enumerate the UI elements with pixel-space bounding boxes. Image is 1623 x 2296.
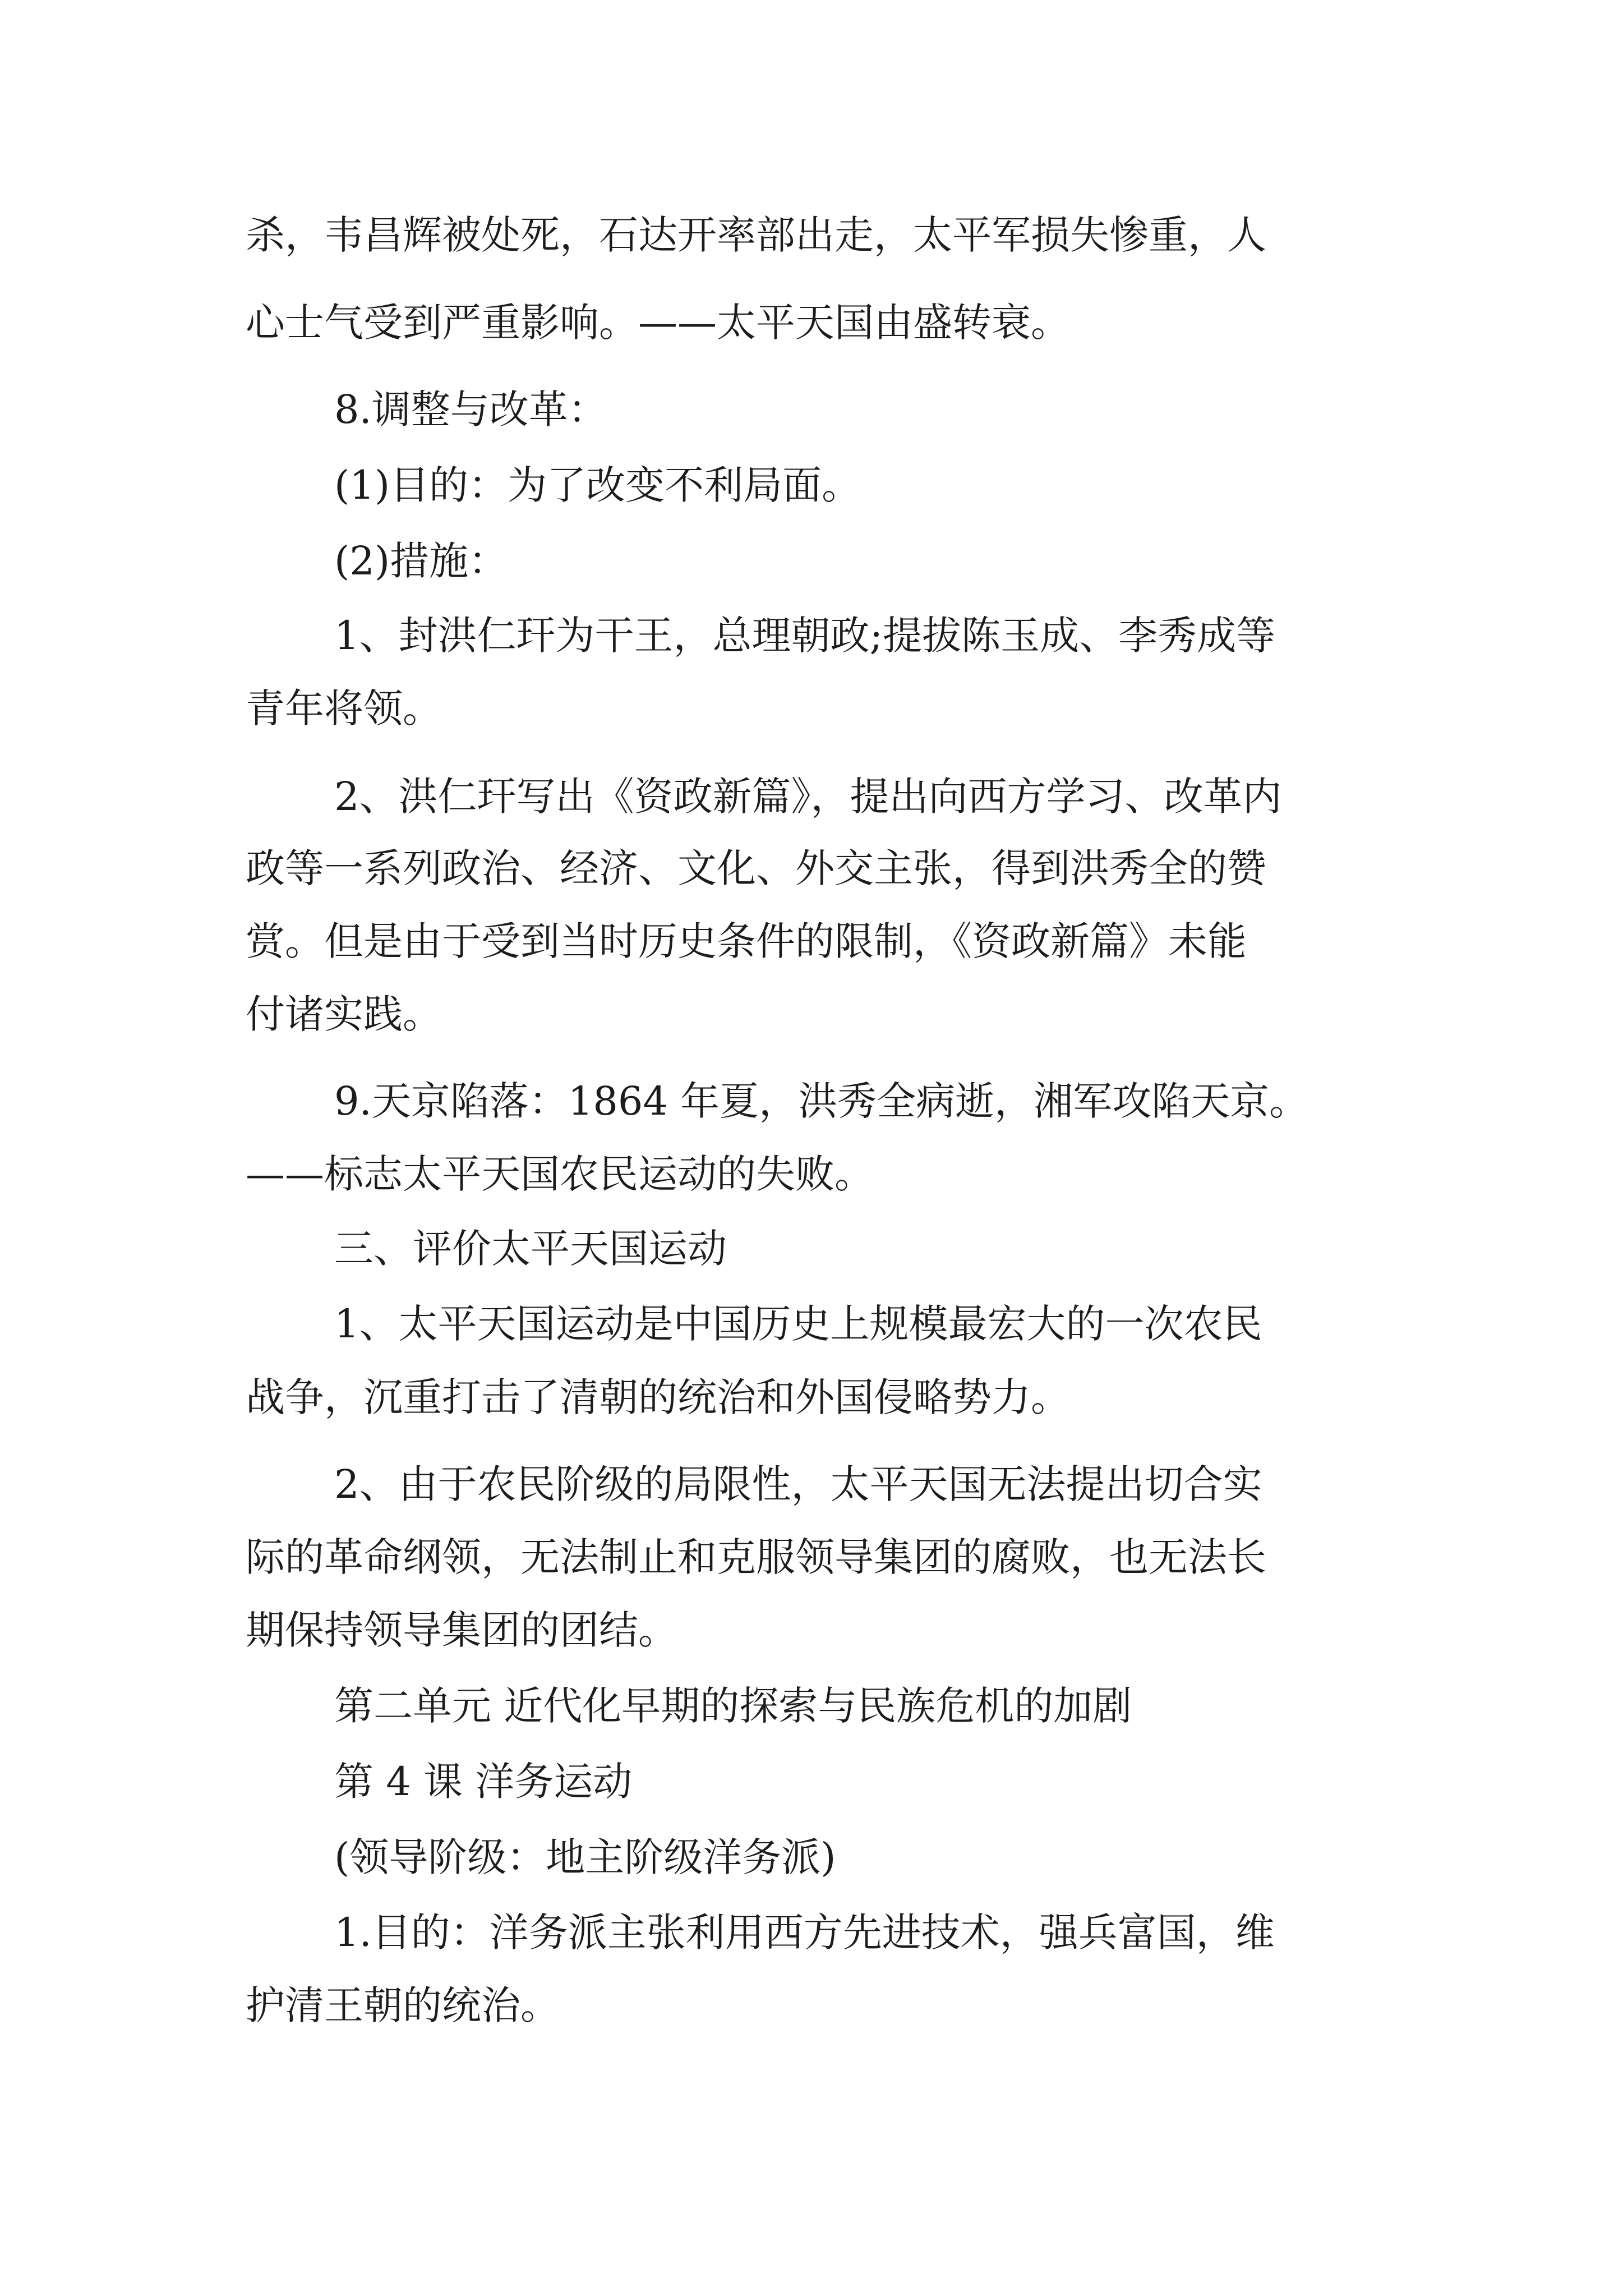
lesson-heading: 第 4 课 洋务运动 — [334, 1759, 633, 1805]
section-heading: 8.调整与改革： — [334, 386, 607, 432]
section-heading: 三、评价太平天国运动 — [334, 1226, 727, 1272]
text-line: 付诸实践。 — [246, 991, 442, 1037]
text-line: 护清王朝的统治。 — [246, 1982, 560, 2028]
text-line: 1、封洪仁玕为干王，总理朝政;提拔陈玉成、李秀成等 — [334, 613, 1276, 659]
text-line: 2、由于农民阶级的局限性，太平天国无法提出切合实 — [334, 1461, 1262, 1507]
text-line: 杀，韦昌辉被处死，石达开率部出走，太平军损失惨重，人 — [246, 212, 1266, 258]
text-line: ——标志太平天国农民运动的失败。 — [246, 1151, 874, 1197]
text-line: 青年将领。 — [246, 685, 442, 731]
text-line: 心士气受到严重影响。——太平天国由盛转衰。 — [246, 300, 1070, 346]
text-line: 战争，沉重打击了清朝的统治和外国侵略势力。 — [246, 1374, 1070, 1420]
text-line: (领导阶级：地主阶级洋务派) — [334, 1834, 836, 1880]
text-line: 1、太平天国运动是中国历史上规模最宏大的一次农民 — [334, 1301, 1262, 1347]
section-heading: 9.天京陷落：1864 年夏，洪秀全病逝，湘军攻陷天京。 — [334, 1078, 1309, 1124]
unit-heading: 第二单元 近代化早期的探索与民族危机的加剧 — [334, 1683, 1132, 1729]
text-line: 期保持领导集团的团结。 — [246, 1607, 677, 1653]
text-line: 1.目的：洋务派主张利用西方先进技术，强兵富国，维 — [334, 1910, 1275, 1955]
text-line: 政等一系列政治、经济、文化、外交主张，得到洪秀全的赞 — [246, 845, 1266, 891]
text-line: 际的革命纲领，无法制止和克服领导集团的腐败，也无法长 — [246, 1534, 1266, 1580]
text-line: 赏。但是由于受到当时历史条件的限制，《资政新篇》未能 — [246, 918, 1247, 964]
text-line: (2)措施： — [334, 538, 508, 584]
text-line: 2、洪仁玕写出《资政新篇》，提出向西方学习、改革内 — [334, 774, 1282, 820]
text-line: (1)目的：为了改变不利局面。 — [334, 462, 861, 508]
